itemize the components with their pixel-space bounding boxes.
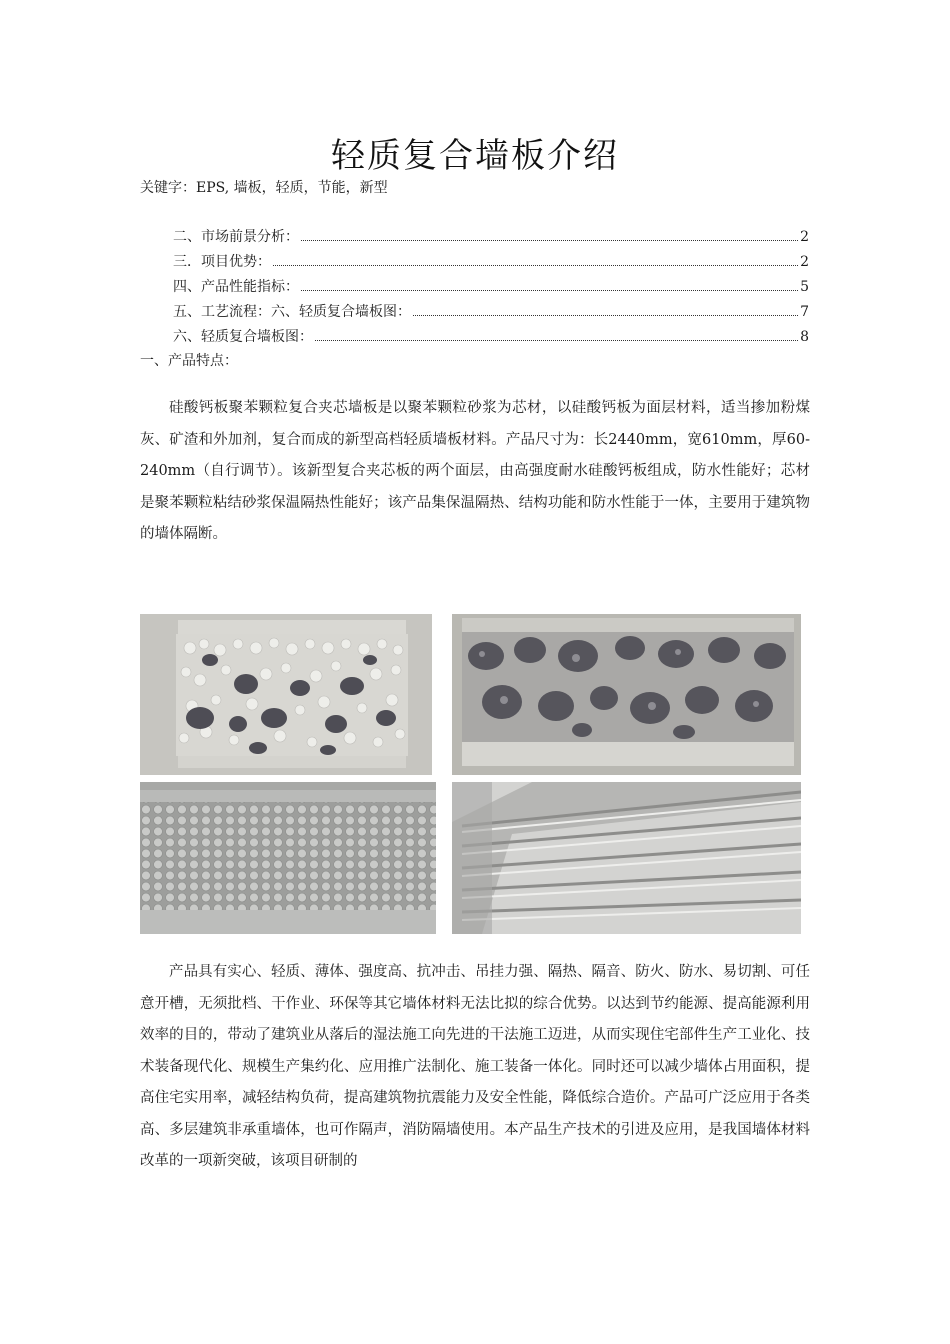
toc-entry-page: 2 (800, 229, 809, 245)
toc-entry-label: 六、轻质复合墙板图： (173, 329, 313, 345)
toc-entry-page: 7 (800, 304, 809, 320)
toc-leader-dots (273, 255, 798, 266)
toc-entry-label: 五、工艺流程：六、轻质复合墙板图： (173, 304, 411, 320)
wall-panel-cross-section-photo (140, 614, 432, 775)
toc-entry-page: 5 (800, 279, 809, 295)
keywords-line: 关键字：EPS, 墙板，轻质，节能，新型 (140, 180, 388, 196)
document-title: 轻质复合墙板介绍 (331, 136, 619, 176)
dense-bead-cross-section-photo (140, 782, 436, 934)
porous-core-cross-section-photo (452, 614, 801, 775)
toc-entry[interactable] (173, 326, 809, 351)
toc-leader-dots (315, 330, 798, 341)
toc-entry[interactable] (173, 251, 809, 276)
toc-entry-label: 二、市场前景分析： (173, 229, 299, 245)
body-paragraph: 产品具有实心、轻质、薄体、强度高、抗冲击、吊挂力强、隔热、隔音、防火、防水、易切割、可任意开槽，无须批档、干作业、环保等其它墙体材料无法比拟的综合优势。以达到节约能源、提高能源利用效率的目的，带动了建筑业从落后的湿法施工向先进的干法施工迈进，从而实现住宅部件生产工业化、技术装备现代化、规模生产集约化、应用推广法制化、施工装备一体化。同时还可以减少墙体占用面积，提高住宅实用率，减轻结构负荷，提高建筑物抗震能力及安全性能，降低综合造价。产品可广泛应用于各类高、多层建筑非承重墙体，也可作隔声，消防隔墙使用。本产品生产技术的引进及应用，是我国墙体材料改革的一项新突破，该项目研制的 (140, 964, 810, 1169)
toc-leader-dots (413, 305, 798, 316)
section-heading: 一、产品特点： (140, 353, 238, 369)
toc-entry-page: 8 (800, 329, 809, 345)
toc-leader-dots (301, 280, 798, 291)
table-of-contents (173, 226, 809, 351)
stacked-panels-photo (452, 782, 801, 934)
toc-entry-page: 2 (800, 254, 809, 270)
toc-entry[interactable] (173, 226, 809, 251)
toc-entry[interactable] (173, 276, 809, 301)
body-paragraph: 硅酸钙板聚苯颗粒复合夹芯墙板是以聚苯颗粒砂浆为芯材，以硅酸钙板为面层材料，适当掺加粉煤灰、矿渣和外加剂，复合而成的新型高档轻质墙板材料。产品尺寸为：长2440mm，宽610mm，厚60-240mm（自行调节）。该新型复合夹芯板的两个面层，由高强度耐水硅酸钙板组成，防水性能好；芯材是聚苯颗粒粘结砂浆保温隔热性能好；该产品集保温隔热、结构功能和防水性能于一体，主要用于建筑物的墙体隔断。 (140, 400, 810, 542)
toc-entry-label: 三．项目优势： (173, 254, 271, 270)
toc-entry-label: 四、产品性能指标： (173, 279, 299, 295)
toc-entry[interactable] (173, 301, 809, 326)
toc-leader-dots (301, 230, 798, 241)
